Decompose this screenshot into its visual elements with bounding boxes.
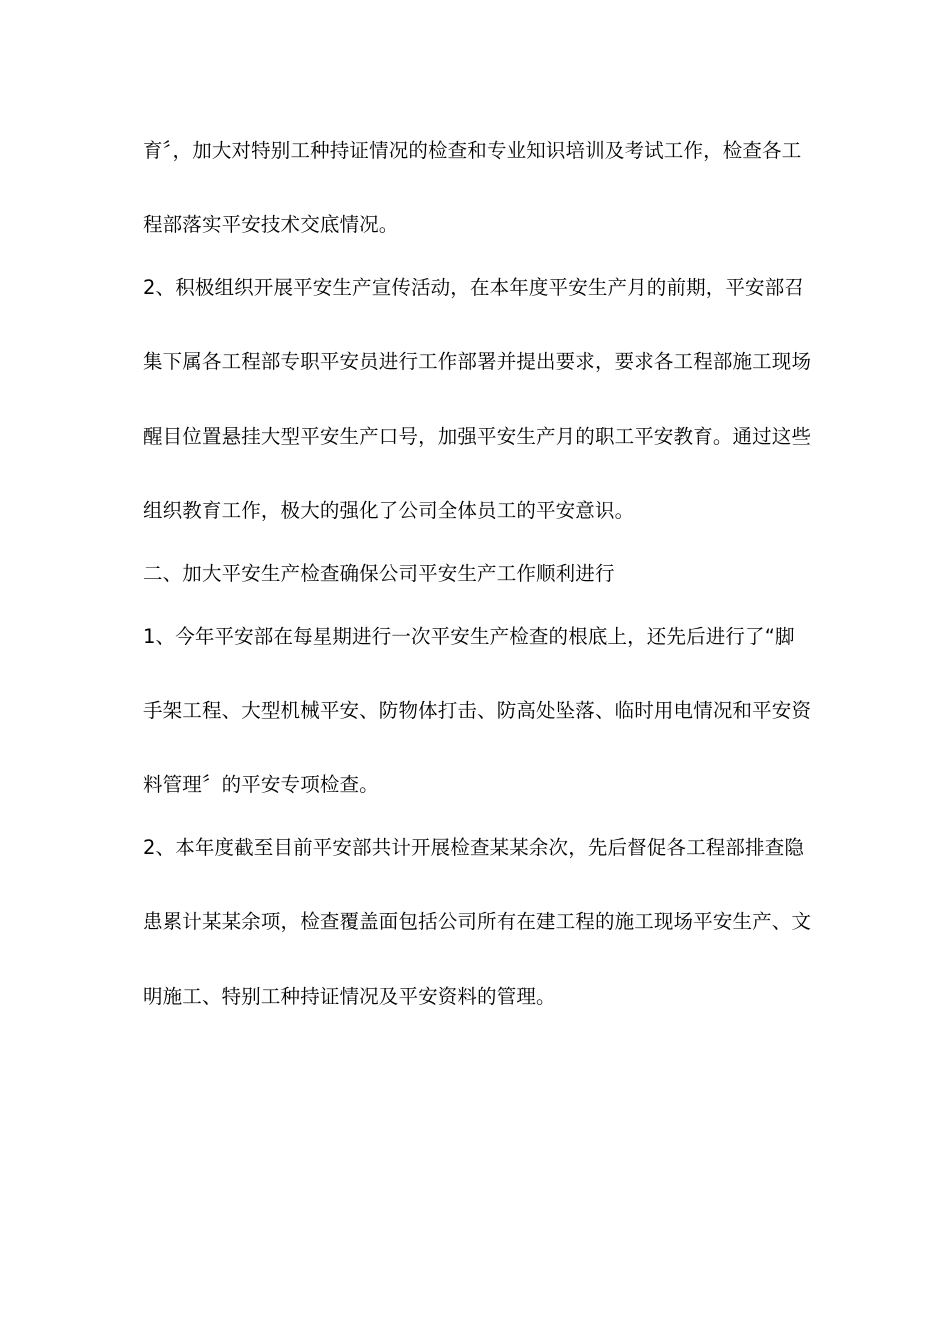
- paragraph-line: 2、积极组织开展平安生产宣传活动，在本年度平安生产月的前期，平安部召: [143, 276, 805, 299]
- paragraph-line: 集下属各工程部专职平安员进行工作部署并提出要求，要求各工程部施工现场: [143, 350, 812, 373]
- paragraph-line: 明施工、特别工种持证情况及平安资料的管理。: [143, 985, 556, 1008]
- paragraph-line: 程部落实平安技术交底情况。: [143, 213, 399, 236]
- paragraph-line: 患累计某某余项，检查覆盖面包括公司所有在建工程的施工现场平安生产、文: [143, 910, 812, 933]
- paragraph-line: 1、今年平安部在每星期进行一次平安生产检查的根底上，还先后进行了“脚: [143, 625, 795, 648]
- paragraph-line: 醒目位置悬挂大型平安生产口号，加强平安生产月的职工平安教育。通过这些: [143, 425, 812, 448]
- paragraph-line: 育〞，加大对特别工种持证情况的检查和专业知识培训及考试工作，检查各工: [143, 139, 802, 162]
- paragraph-line: 手架工程、大型机械平安、防物体打击、防高处坠落、临时用电情况和平安资: [143, 699, 812, 722]
- paragraph-line: 料管理〞的平安专项检查。: [143, 773, 379, 796]
- section-heading: 二、加大平安生产检查确保公司平安生产工作顺利进行: [143, 562, 615, 585]
- paragraph-line: 组织教育工作，极大的强化了公司全体员工的平安意识。: [143, 499, 635, 522]
- paragraph-line: 2、本年度截至目前平安部共计开展检查某某余次，先后督促各工程部排查隐: [143, 836, 805, 859]
